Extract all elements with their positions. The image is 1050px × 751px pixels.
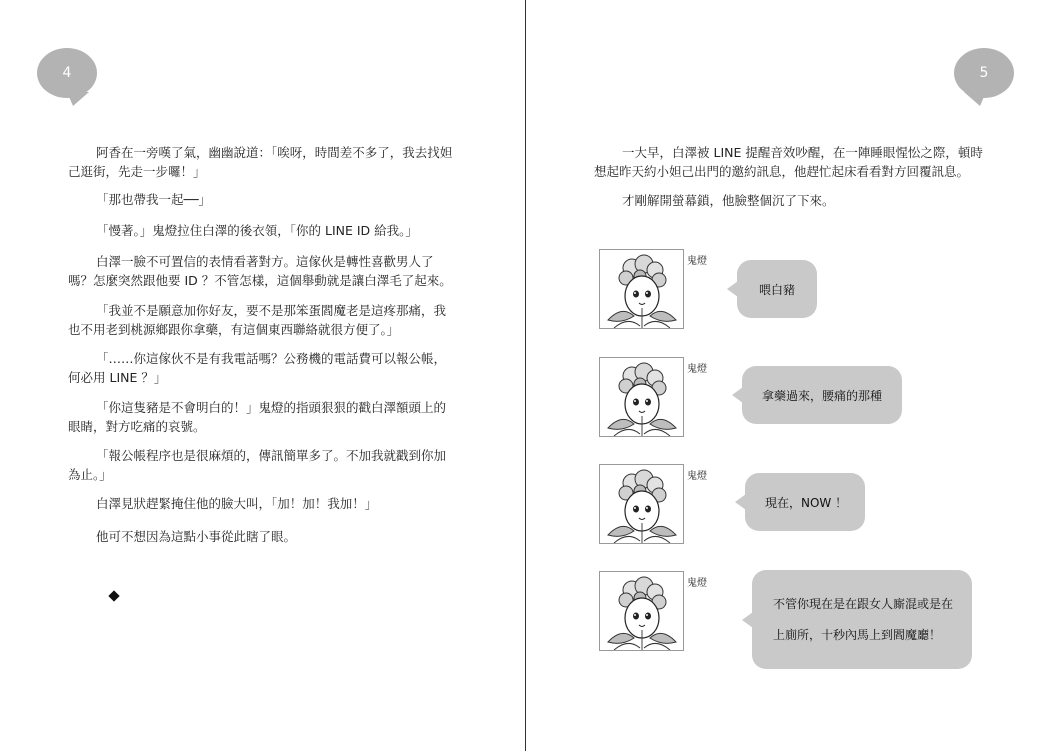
page-number-badge	[954, 48, 1014, 98]
paragraph: 阿香在一旁嘆了氣，幽幽說道：「唉呀，時間差不多了，我去找妲己逛街，先走一步囉！」	[68, 145, 453, 179]
page-number: 5	[979, 65, 989, 81]
chat-message	[745, 473, 865, 531]
chat-message-text: 現在，NOW ！	[765, 495, 848, 510]
chat-message-text: 拿藥過來，腰痛的那種	[762, 388, 883, 403]
chat-message	[737, 260, 817, 318]
chat-message-text: 不管你現在是在跟女人廝混或是在	[773, 597, 954, 611]
page-number: 4	[62, 65, 72, 81]
hozuki-avatar-icon	[599, 571, 684, 651]
paragraph: 「報公帳程序也是很麻煩的，傳訊簡單多了。不加我就戳到你加為止。」	[68, 448, 447, 482]
chat-message-text: 上廁所，十秒內馬上到閻魔廳！	[773, 628, 942, 642]
hozuki-avatar-icon	[599, 249, 684, 329]
hozuki-avatar-icon	[599, 464, 684, 544]
diamond-icon	[108, 590, 119, 601]
chat-message	[752, 570, 972, 669]
paragraph: 「慢著。」鬼燈拉住白澤的後衣領，「你的 LINE ID 給我。」	[96, 223, 418, 238]
paragraph: 才剛解開螢幕鎖，他臉整個沉了下來。	[622, 193, 835, 208]
chat-message-text: 喂白豬	[759, 282, 796, 297]
paragraph: 白澤一臉不可置信的表情看著對方。這傢伙是轉性喜歡男人了嗎？怎麼突然跟他要 ID ？不管怎樣，這個舉動就是讓白澤毛了起來。	[68, 254, 452, 288]
paragraph: 一大早，白澤被 LINE 提醒音效吵醒，在一陣睡眼惺忪之際，頓時想起昨天約小妲己出門的邀約訊息，他趕忙起床看看對方回覆訊息。	[594, 145, 983, 179]
paragraph: 他可不想因為這點小事從此瞎了眼。	[96, 529, 297, 544]
sender-name: 鬼燈	[687, 364, 707, 375]
sender-name: 鬼燈	[687, 256, 707, 267]
chat-message	[742, 366, 902, 424]
paragraph: 白澤見狀趕緊掩住他的臉大叫，「加！加！我加！」	[96, 496, 378, 511]
sender-name: 鬼燈	[687, 471, 707, 482]
paragraph: 「你這隻豬是不會明白的！」鬼燈的指頭狠狠的戳白澤額頭上的眼睛，對方吃痛的哀號。	[68, 400, 447, 434]
hozuki-avatar-icon	[599, 357, 684, 437]
paragraph: 「……你這傢伙不是有我電話嗎？公務機的電話費可以報公帳，何必用 LINE ？」	[68, 351, 447, 385]
paragraph: 「我並不是願意加你好友，要不是那笨蛋閻魔老是這疼那痛，我也不用老到桃源鄉跟你拿藥，有這個東西聯絡就很方便了。」	[68, 303, 447, 337]
sender-name: 鬼燈	[687, 578, 707, 589]
right-page	[526, 0, 1050, 751]
page-number-badge	[37, 48, 97, 98]
paragraph: 「那也帶我一起──」	[96, 192, 212, 207]
